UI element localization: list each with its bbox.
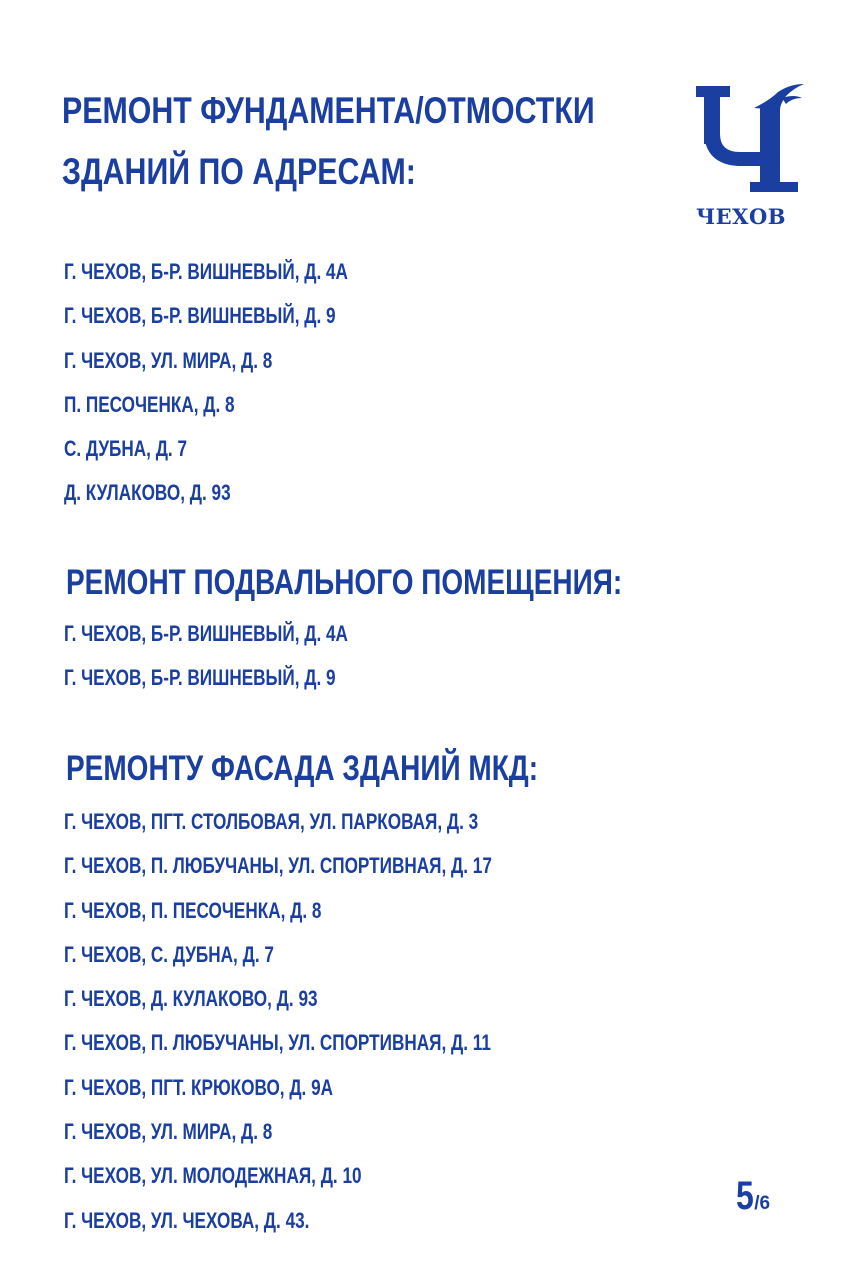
list-item: Г. ЧЕХОВ, ПГТ. СТОЛБОВАЯ, УЛ. ПАРКОВАЯ, Д. 3: [64, 809, 479, 834]
page-current: 5: [736, 1174, 754, 1218]
list-item: Г. ЧЕХОВ, Б-Р. ВИШНЕВЫЙ, Д. 4А: [64, 621, 348, 646]
basement-section-heading: РЕМОНТ ПОДВАЛЬНОГО ПОМЕЩЕНИЯ:: [66, 563, 623, 602]
page-title-line-2: ЗДАНИЙ ПО АДРЕСАМ:: [62, 151, 416, 192]
foundation-address-list: [64, 258, 428, 524]
facade-address-list: [64, 808, 613, 1251]
list-item: Г. ЧЕХОВ, Б-Р. ВИШНЕВЫЙ, Д. 9: [64, 665, 336, 691]
basement-address-list: [64, 620, 428, 709]
list-item: Г. ЧЕХОВ, УЛ. МИРА, Д. 8: [64, 1119, 273, 1145]
list-item: С. ДУБНА, Д. 7: [64, 436, 187, 462]
page-total: /6: [754, 1193, 771, 1214]
list-item: П. ПЕСОЧЕНКА, Д. 8: [64, 391, 235, 417]
logo-text: ЧЕХОВ: [696, 204, 787, 229]
list-item: Г. ЧЕХОВ, П. ЛЮБУЧАНЫ, УЛ. СПОРТИВНАЯ, Д. 17: [64, 853, 492, 879]
page-title: [62, 80, 595, 202]
page-title-line-1: РЕМОНТ ФУНДАМЕНТА/ОТМОСТКИ: [62, 90, 595, 131]
list-item: Г. ЧЕХОВ, ПГТ. КРЮКОВО, Д. 9А: [64, 1074, 334, 1100]
list-item: Г. ЧЕХОВ, УЛ. МОЛОДЕЖНАЯ, Д. 10: [64, 1163, 362, 1189]
list-item: Г. ЧЕХОВ, УЛ. МИРА, Д. 8: [64, 347, 273, 373]
list-item: Г. ЧЕХОВ, П. ПЕСОЧЕНКА, Д. 8: [64, 897, 322, 923]
list-item: Г. ЧЕХОВ, С. ДУБНА, Д. 7: [64, 941, 274, 967]
page-indicator: [736, 1174, 770, 1219]
list-item: Г. ЧЕХОВ, Д. КУЛАКОВО, Д. 93: [64, 986, 318, 1012]
list-item: Г. ЧЕХОВ, Б-Р. ВИШНЕВЫЙ, Д. 9: [64, 303, 336, 329]
list-item: Г. ЧЕХОВ, Б-Р. ВИШНЕВЫЙ, Д. 4А: [64, 259, 348, 284]
facade-section-heading: РЕМОНТУ ФАСАДА ЗДАНИЙ МКД:: [66, 749, 539, 788]
list-item: Г. ЧЕХОВ, УЛ. ЧЕХОВА, Д. 43.: [64, 1207, 310, 1233]
list-item: Д. КУЛАКОВО, Д. 93: [64, 480, 231, 506]
list-item: Г. ЧЕХОВ, П. ЛЮБУЧАНЫ, УЛ. СПОРТИВНАЯ, Д. 11: [64, 1030, 491, 1056]
